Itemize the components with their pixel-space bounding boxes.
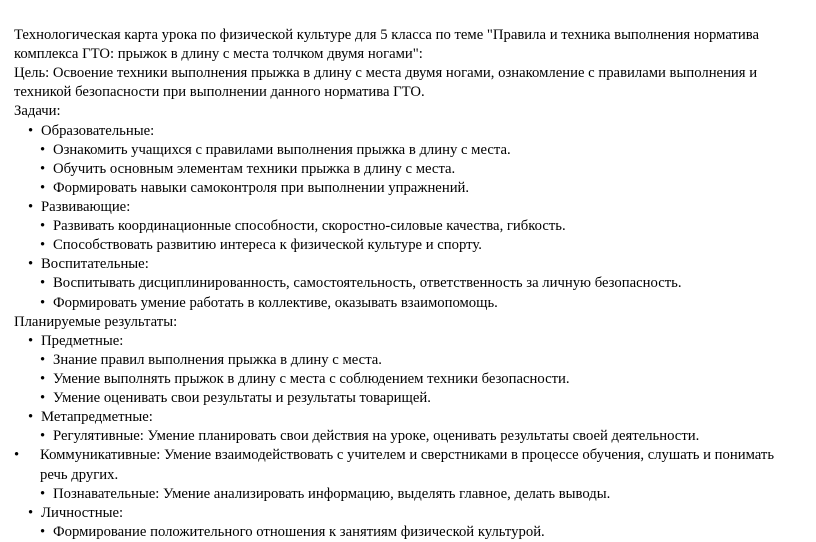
bullet-icon: • xyxy=(40,160,46,177)
bullet-icon: • xyxy=(28,122,34,139)
result-item-text: Познавательные: Умение анализировать информацию, выделять главное, делать выводы. xyxy=(53,485,611,502)
bullet-icon: • xyxy=(40,294,46,311)
bullet-icon: • xyxy=(40,237,46,254)
task-item-text: Ознакомить учащихся с правилами выполнения прыжка в длину с места. xyxy=(53,141,511,158)
bullet-icon: • xyxy=(40,428,46,445)
bullet-icon: • xyxy=(40,179,46,196)
task-item xyxy=(14,217,802,236)
result-group-label-subject xyxy=(14,332,802,351)
document-goal-paragraph: Цель: Освоение техники выполнения прыжка в длину с места двумя ногами, ознакомление с правилами выполнения и техникой безопасности при выполнении данного норматива ГТО. xyxy=(14,65,761,101)
task-group-label-text: Развивающие: xyxy=(41,198,131,215)
result-item-text: Формирование положительного отношения к занятиям физической культурой. xyxy=(53,523,545,540)
result-item xyxy=(14,485,802,504)
result-group-label-text: Личностные: xyxy=(41,504,124,521)
result-item-text: Коммуникативные: Умение взаимодействовать с учителем и сверстниками в процессе обучения, слушать и понимать речь других. xyxy=(40,447,778,483)
result-item xyxy=(14,351,802,370)
bullet-icon: • xyxy=(14,447,20,464)
task-item-text: Формировать навыки самоконтроля при выполнении упражнений. xyxy=(53,179,470,196)
task-item-text: Развивать координационные способности, скоростно-силовые качества, гибкость. xyxy=(53,218,566,235)
bullet-icon: • xyxy=(28,198,34,215)
task-item xyxy=(14,274,802,293)
result-group-label-metasubject xyxy=(14,408,802,427)
bullet-icon: • xyxy=(40,523,46,540)
task-item-text: Способствовать развитию интереса к физической культуре и спорту. xyxy=(53,237,482,254)
result-item-text: Умение оценивать свои результаты и результаты товарищей. xyxy=(53,390,431,407)
bullet-icon: • xyxy=(40,370,46,387)
bullet-icon: • xyxy=(40,141,46,158)
document-intro-paragraph: Технологическая карта урока по физической культуре для 5 класса по теме "Правила и техника выполнения норматива комплекса ГТО: прыжок в длину с места толчком двумя ногами": xyxy=(14,27,763,63)
result-item xyxy=(14,427,802,446)
task-item xyxy=(14,141,802,160)
bullet-icon: • xyxy=(40,351,46,368)
bullet-icon: • xyxy=(28,504,34,521)
task-item xyxy=(14,160,802,179)
task-item-text: Формировать умение работать в коллективе, оказывать взаимопомощь. xyxy=(53,294,498,311)
bullet-icon: • xyxy=(28,409,34,426)
task-group-label-developmental xyxy=(14,198,802,217)
result-item xyxy=(14,389,802,408)
bullet-icon: • xyxy=(28,256,34,273)
results-heading: Планируемые результаты: xyxy=(14,313,178,330)
task-group-label-educational xyxy=(14,122,802,141)
bullet-icon: • xyxy=(40,485,46,502)
result-item-text: Умение выполнять прыжок в длину с места с соблюдением техники безопасности. xyxy=(53,370,570,387)
task-item xyxy=(14,179,802,198)
result-item xyxy=(14,523,802,542)
task-item xyxy=(14,236,802,255)
bullet-icon: • xyxy=(40,218,46,235)
result-group-label-text: Метапредметные: xyxy=(41,409,153,426)
result-group-label-personal xyxy=(14,504,802,523)
bullet-icon: • xyxy=(40,275,46,292)
tasks-heading: Задачи: xyxy=(14,103,61,120)
task-group-label-upbringing xyxy=(14,255,802,274)
result-item-text: Регулятивные: Умение планировать свои действия на уроке, оценивать результаты своей деятельности. xyxy=(53,428,700,445)
bullet-icon: • xyxy=(28,332,34,349)
task-group-label-text: Образовательные: xyxy=(41,122,155,139)
task-item xyxy=(14,294,802,313)
task-item-text: Воспитывать дисциплинированность, самостоятельность, ответственность за личную безопасность. xyxy=(53,275,682,292)
result-group-label-text: Предметные: xyxy=(41,332,124,349)
task-item-text: Обучить основным элементам техники прыжка в длину с места. xyxy=(53,160,456,177)
bullet-icon: • xyxy=(40,390,46,407)
result-item xyxy=(14,370,802,389)
task-group-label-text: Воспитательные: xyxy=(41,256,149,273)
result-item-text: Знание правил выполнения прыжка в длину с места. xyxy=(53,351,382,368)
result-item xyxy=(14,446,802,484)
